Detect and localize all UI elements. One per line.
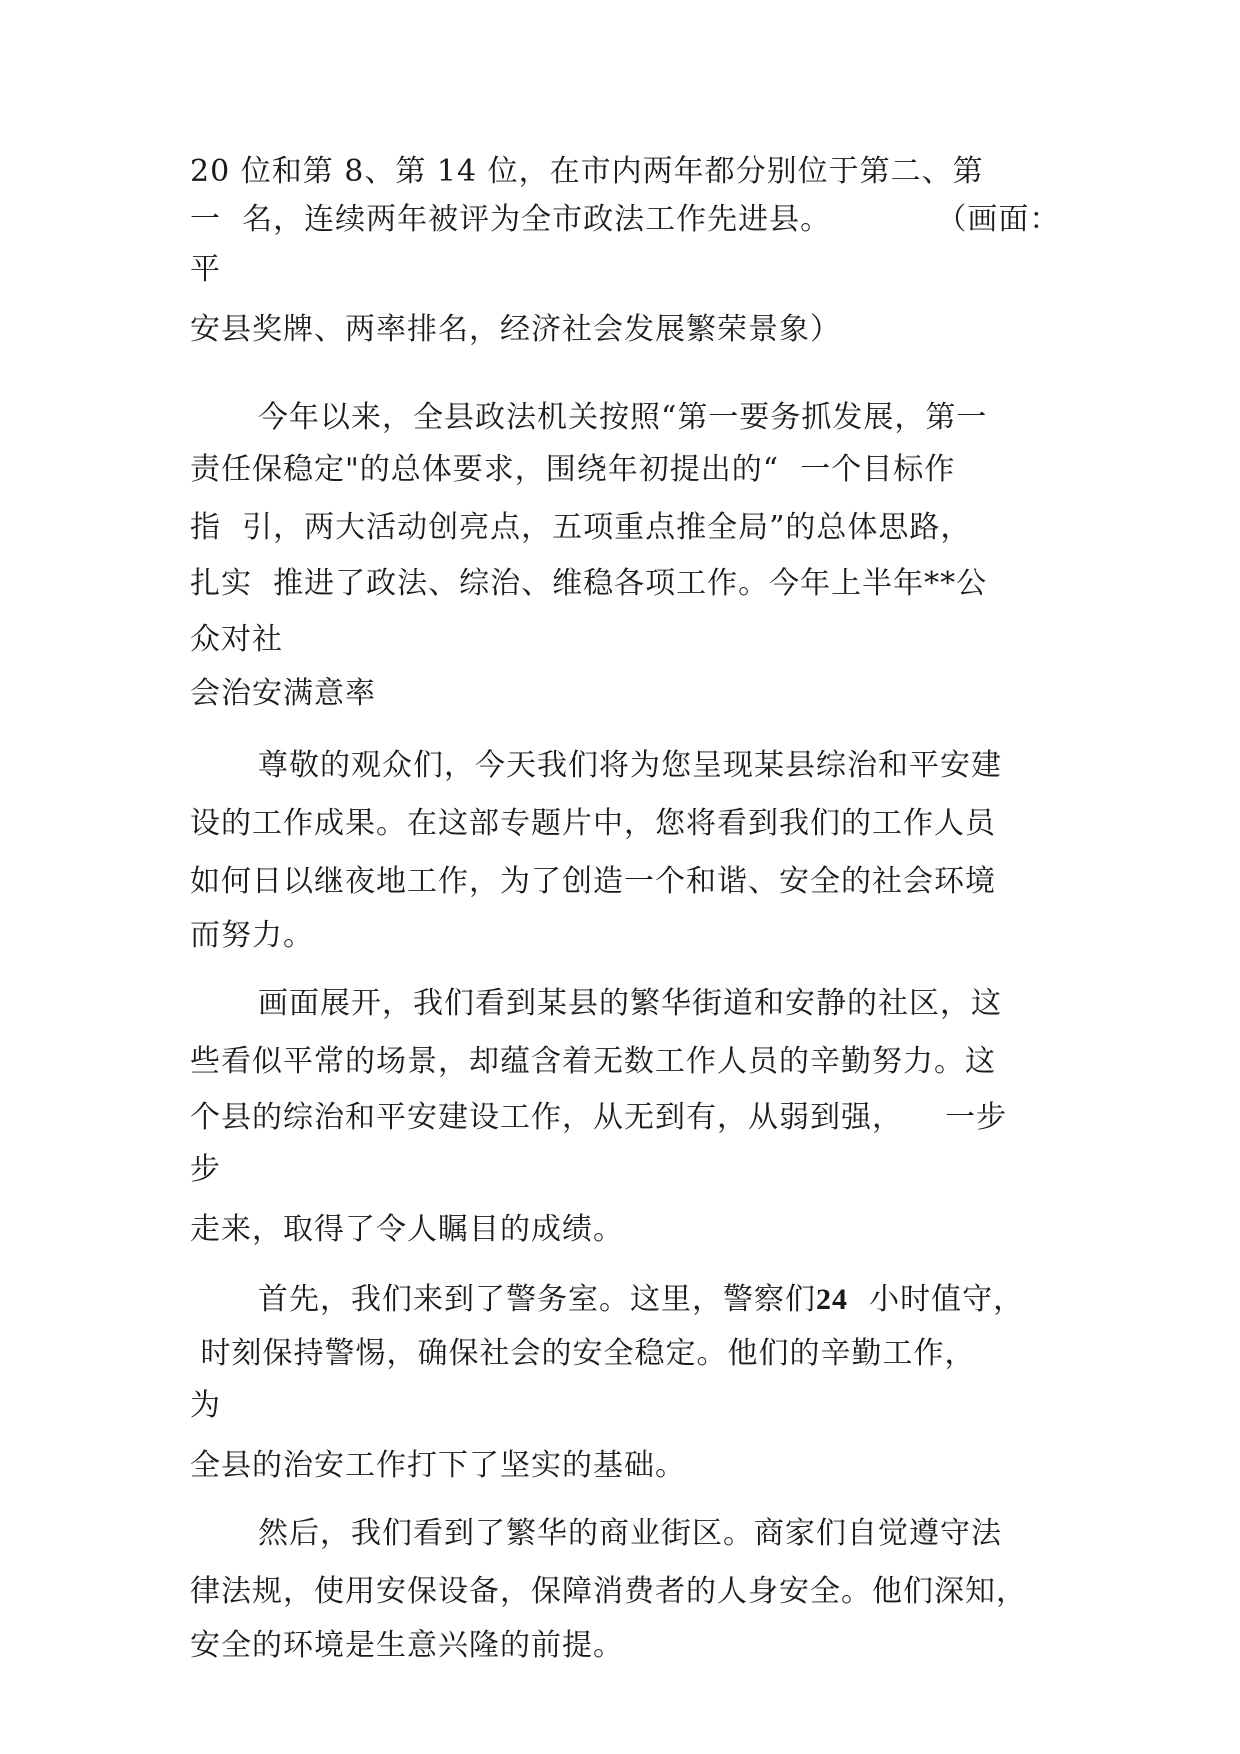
text-line: 扎实 推进了政法、综治、维稳各项工作。今年上半年**公 [190,566,988,601]
text-segment: 首先，我们来到了警务室。这里，警察们 [258,1282,816,1317]
text-line: 责任保稳定"的总体要求，围绕年初提出的“ 一个目标作 [190,452,956,487]
text-line: 走来，取得了令人瞩目的成绩。 [190,1212,624,1247]
paragraph-start: 今年以来，全县政法机关按照“第一要务抓发展，第一 [258,400,988,435]
text-line: 众对社 [190,622,283,657]
text-line: 如何日以继夜地工作，为了创造一个和谐、安全的社会环境 [190,864,996,899]
paragraph-start: 尊敬的观众们，今天我们将为您呈现某县综治和平安建 [258,748,1002,783]
text-line: 步 [190,1152,221,1187]
text-segment: 小时值守， [848,1282,1025,1317]
text-line: 会治安满意率 [190,676,376,711]
text-line: 一 名，连续两年被评为全市政法工作先进县。 （画面： [190,202,1061,237]
text-line: 些看似平常的场景，却蕴含着无数工作人员的辛勤努力。这 [190,1044,996,1079]
text-line: 指 引，两大活动创亮点，五项重点推全局”的总体思路， [190,510,972,545]
text-line: 而努力。 [190,918,314,953]
text-line: 律法规，使用安保设备，保障消费者的人身安全。他们深知， [190,1574,1027,1609]
text-line: 时刻保持警惕，确保社会的安全稳定。他们的辛勤工作， [190,1336,976,1371]
text-line: 安全的环境是生意兴隆的前提。 [190,1628,624,1663]
text-line: 为 [190,1388,221,1423]
paragraph-start: 然后，我们看到了繁华的商业街区。商家们自觉遵守法 [258,1516,1002,1551]
paragraph-start [258,1280,1024,1320]
text-line: 安县奖牌、两率排名，经济社会发展繁荣景象） [190,312,841,347]
paragraph-start: 画面展开，我们看到某县的繁华街道和安静的社区，这 [258,986,1002,1021]
hours-number: 24 [816,1283,848,1316]
text-line: 20 位和第 8、第 14 位，在市内两年都分别位于第二、第 [190,154,984,189]
text-line: 个县的综治和平安建设工作，从无到有，从弱到强， 一步 [190,1100,1008,1135]
text-line: 平 [190,252,221,287]
text-line: 全县的治安工作打下了坚实的基础。 [190,1448,686,1483]
text-line: 设的工作成果。在这部专题片中，您将看到我们的工作人员 [190,806,996,841]
